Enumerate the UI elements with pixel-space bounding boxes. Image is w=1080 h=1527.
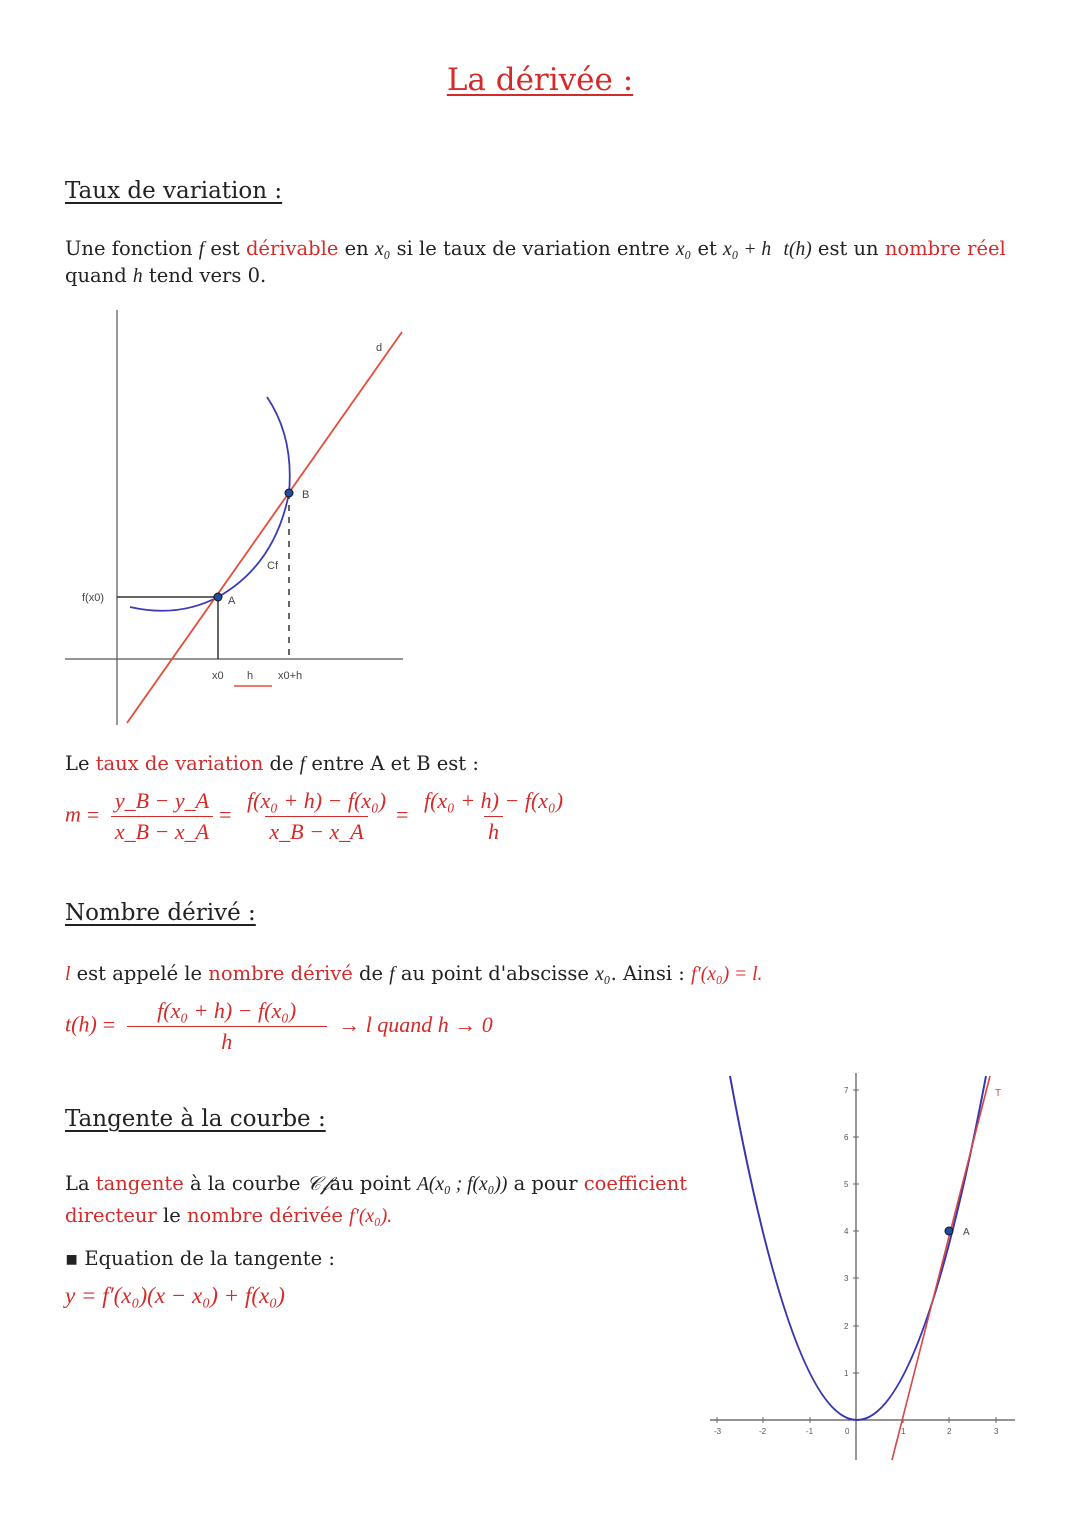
text: Le <box>65 752 96 775</box>
formula-taux-variation <box>65 788 567 845</box>
text: de <box>263 752 300 775</box>
text: est un <box>811 237 885 260</box>
label-x0: x0 <box>212 670 224 682</box>
numerator: f(x₀ + h) − f(x₀) <box>247 788 387 813</box>
keyword-taux-de-variation: taux de variation <box>95 752 264 775</box>
x-tick-label: 3 <box>994 1427 999 1436</box>
text: au point d'abscisse <box>394 962 596 985</box>
text: Une fonction <box>65 237 199 260</box>
keyword-nombre-derivee: nombre dérivée <box>186 1204 343 1227</box>
keyword-coefficient: coefficient <box>583 1172 688 1195</box>
x-tick-label: 2 <box>947 1427 952 1436</box>
text: . Ainsi : <box>610 962 692 985</box>
y-tick-label: 6 <box>844 1133 849 1142</box>
text: quand <box>65 264 133 287</box>
math-x0-plus-h: x₀ + h <box>723 239 772 260</box>
denominator: h <box>484 816 503 845</box>
text: La <box>65 1172 96 1195</box>
math-curve-cf: 𝒞𝒻 <box>306 1172 330 1195</box>
text: est <box>204 237 246 260</box>
math-f: f <box>198 239 205 260</box>
keyword-nombre-derive: nombre dérivé <box>208 962 353 985</box>
equals: = <box>396 801 409 827</box>
math-f-prime-equals-l: f′(x₀) = l. <box>691 964 763 985</box>
section-heading-taux: Taux de variation : <box>65 178 283 204</box>
numerator: f(x₀ + h) − f(x₀) <box>423 788 564 813</box>
parabola-curve <box>730 1076 986 1420</box>
curve-cf <box>130 397 290 611</box>
label-x0h: x0+h <box>278 670 303 682</box>
numerator: f(x₀ + h) − f(x₀) <box>157 998 297 1023</box>
math-x0: x₀ <box>595 964 611 985</box>
equals: = <box>219 801 232 827</box>
label-a: A <box>228 595 236 607</box>
keyword-nombre-reel: nombre réel <box>884 237 1006 260</box>
formula-limit <box>65 998 493 1055</box>
math-point-a: A(x₀ ; f(x₀)) <box>416 1174 508 1195</box>
math-f: f <box>389 964 395 985</box>
y-tick-label: 5 <box>844 1180 849 1189</box>
x-tick-label: -2 <box>759 1427 767 1436</box>
denominator: h <box>127 1026 327 1055</box>
x-tick-label: -1 <box>806 1427 814 1436</box>
text: si le taux de variation entre <box>390 237 676 260</box>
section-heading-tangente: Tangente à la courbe : <box>65 1106 326 1132</box>
fraction-fx <box>243 788 390 845</box>
numerator: y_B − y_A <box>114 788 210 813</box>
label-a: A <box>963 1227 970 1238</box>
y-tick-label: 1 <box>844 1369 849 1378</box>
denominator: x_B − x_A <box>265 816 367 845</box>
x-tick-label: 1 <box>901 1427 906 1436</box>
text: le <box>156 1204 187 1227</box>
text: entre A et B est : <box>305 752 479 775</box>
bullet-equation-tangente: ▪ Equation de la tangente : <box>65 1247 335 1270</box>
point-b <box>285 489 293 497</box>
label-h: h <box>247 670 254 682</box>
label-cf: Cf <box>267 560 278 572</box>
limit-tail: → l quand h → 0 <box>338 1011 493 1037</box>
secant-line-d <box>127 332 402 723</box>
page-title: La dérivée : <box>446 62 634 98</box>
text: est appelé le <box>70 962 209 985</box>
keyword-derivable: dérivable <box>245 237 339 260</box>
keyword-tangente: tangente <box>95 1172 184 1195</box>
fraction-limit <box>127 998 327 1055</box>
y-tick-label: 2 <box>844 1322 849 1331</box>
text: en <box>338 237 375 260</box>
math-m: m <box>65 801 81 827</box>
text: et <box>691 237 724 260</box>
paragraph-taux-ab <box>65 751 479 778</box>
label-t: T <box>995 1088 1002 1099</box>
x-tick-label: -3 <box>714 1427 722 1436</box>
y-tick-label: 3 <box>844 1274 849 1283</box>
paragraph-tangente <box>65 1168 715 1232</box>
keyword-directeur: directeur <box>65 1204 157 1227</box>
y-tick-label: 4 <box>844 1227 849 1236</box>
section-heading-nombre-derive: Nombre dérivé : <box>65 900 256 926</box>
y-ticks <box>844 1086 859 1378</box>
math-f-prime-x0: f′(x₀). <box>349 1206 393 1227</box>
math-h: h <box>132 266 143 287</box>
paragraph-derivable <box>65 236 1045 290</box>
label-fx0: f(x0) <box>82 592 104 604</box>
tangent-line-t <box>892 1076 990 1460</box>
point-a <box>214 593 222 601</box>
label-b: B <box>302 489 310 501</box>
text: de <box>352 962 390 985</box>
paragraph-nombre-derive <box>65 961 762 988</box>
label-d: d <box>376 342 383 354</box>
x-tick-label: 0 <box>845 1427 850 1436</box>
fraction-ab <box>111 788 213 845</box>
text: a pour <box>507 1172 584 1195</box>
text: à la courbe <box>183 1172 307 1195</box>
math-l: l <box>65 964 71 985</box>
math-x0: x₀ <box>374 239 391 260</box>
text: au point <box>329 1172 417 1195</box>
point-a <box>945 1227 953 1235</box>
equals: = <box>86 801 100 827</box>
math-x0: x₀ <box>675 239 692 260</box>
text: tend vers 0. <box>142 264 267 287</box>
parabola-graph <box>705 1068 1030 1468</box>
y-tick-label: 7 <box>844 1086 849 1095</box>
secant-graph <box>60 305 410 730</box>
math-t-h: t(h) <box>783 239 812 260</box>
formula-tangente: y = f′(x₀)(x − x₀) + f(x₀) <box>65 1283 285 1308</box>
fraction-h <box>420 788 567 845</box>
math-t-h: t(h) <box>65 1011 97 1037</box>
denominator: x_B − x_A <box>111 816 213 845</box>
math-f: f <box>299 754 306 775</box>
equals: = <box>102 1011 116 1037</box>
